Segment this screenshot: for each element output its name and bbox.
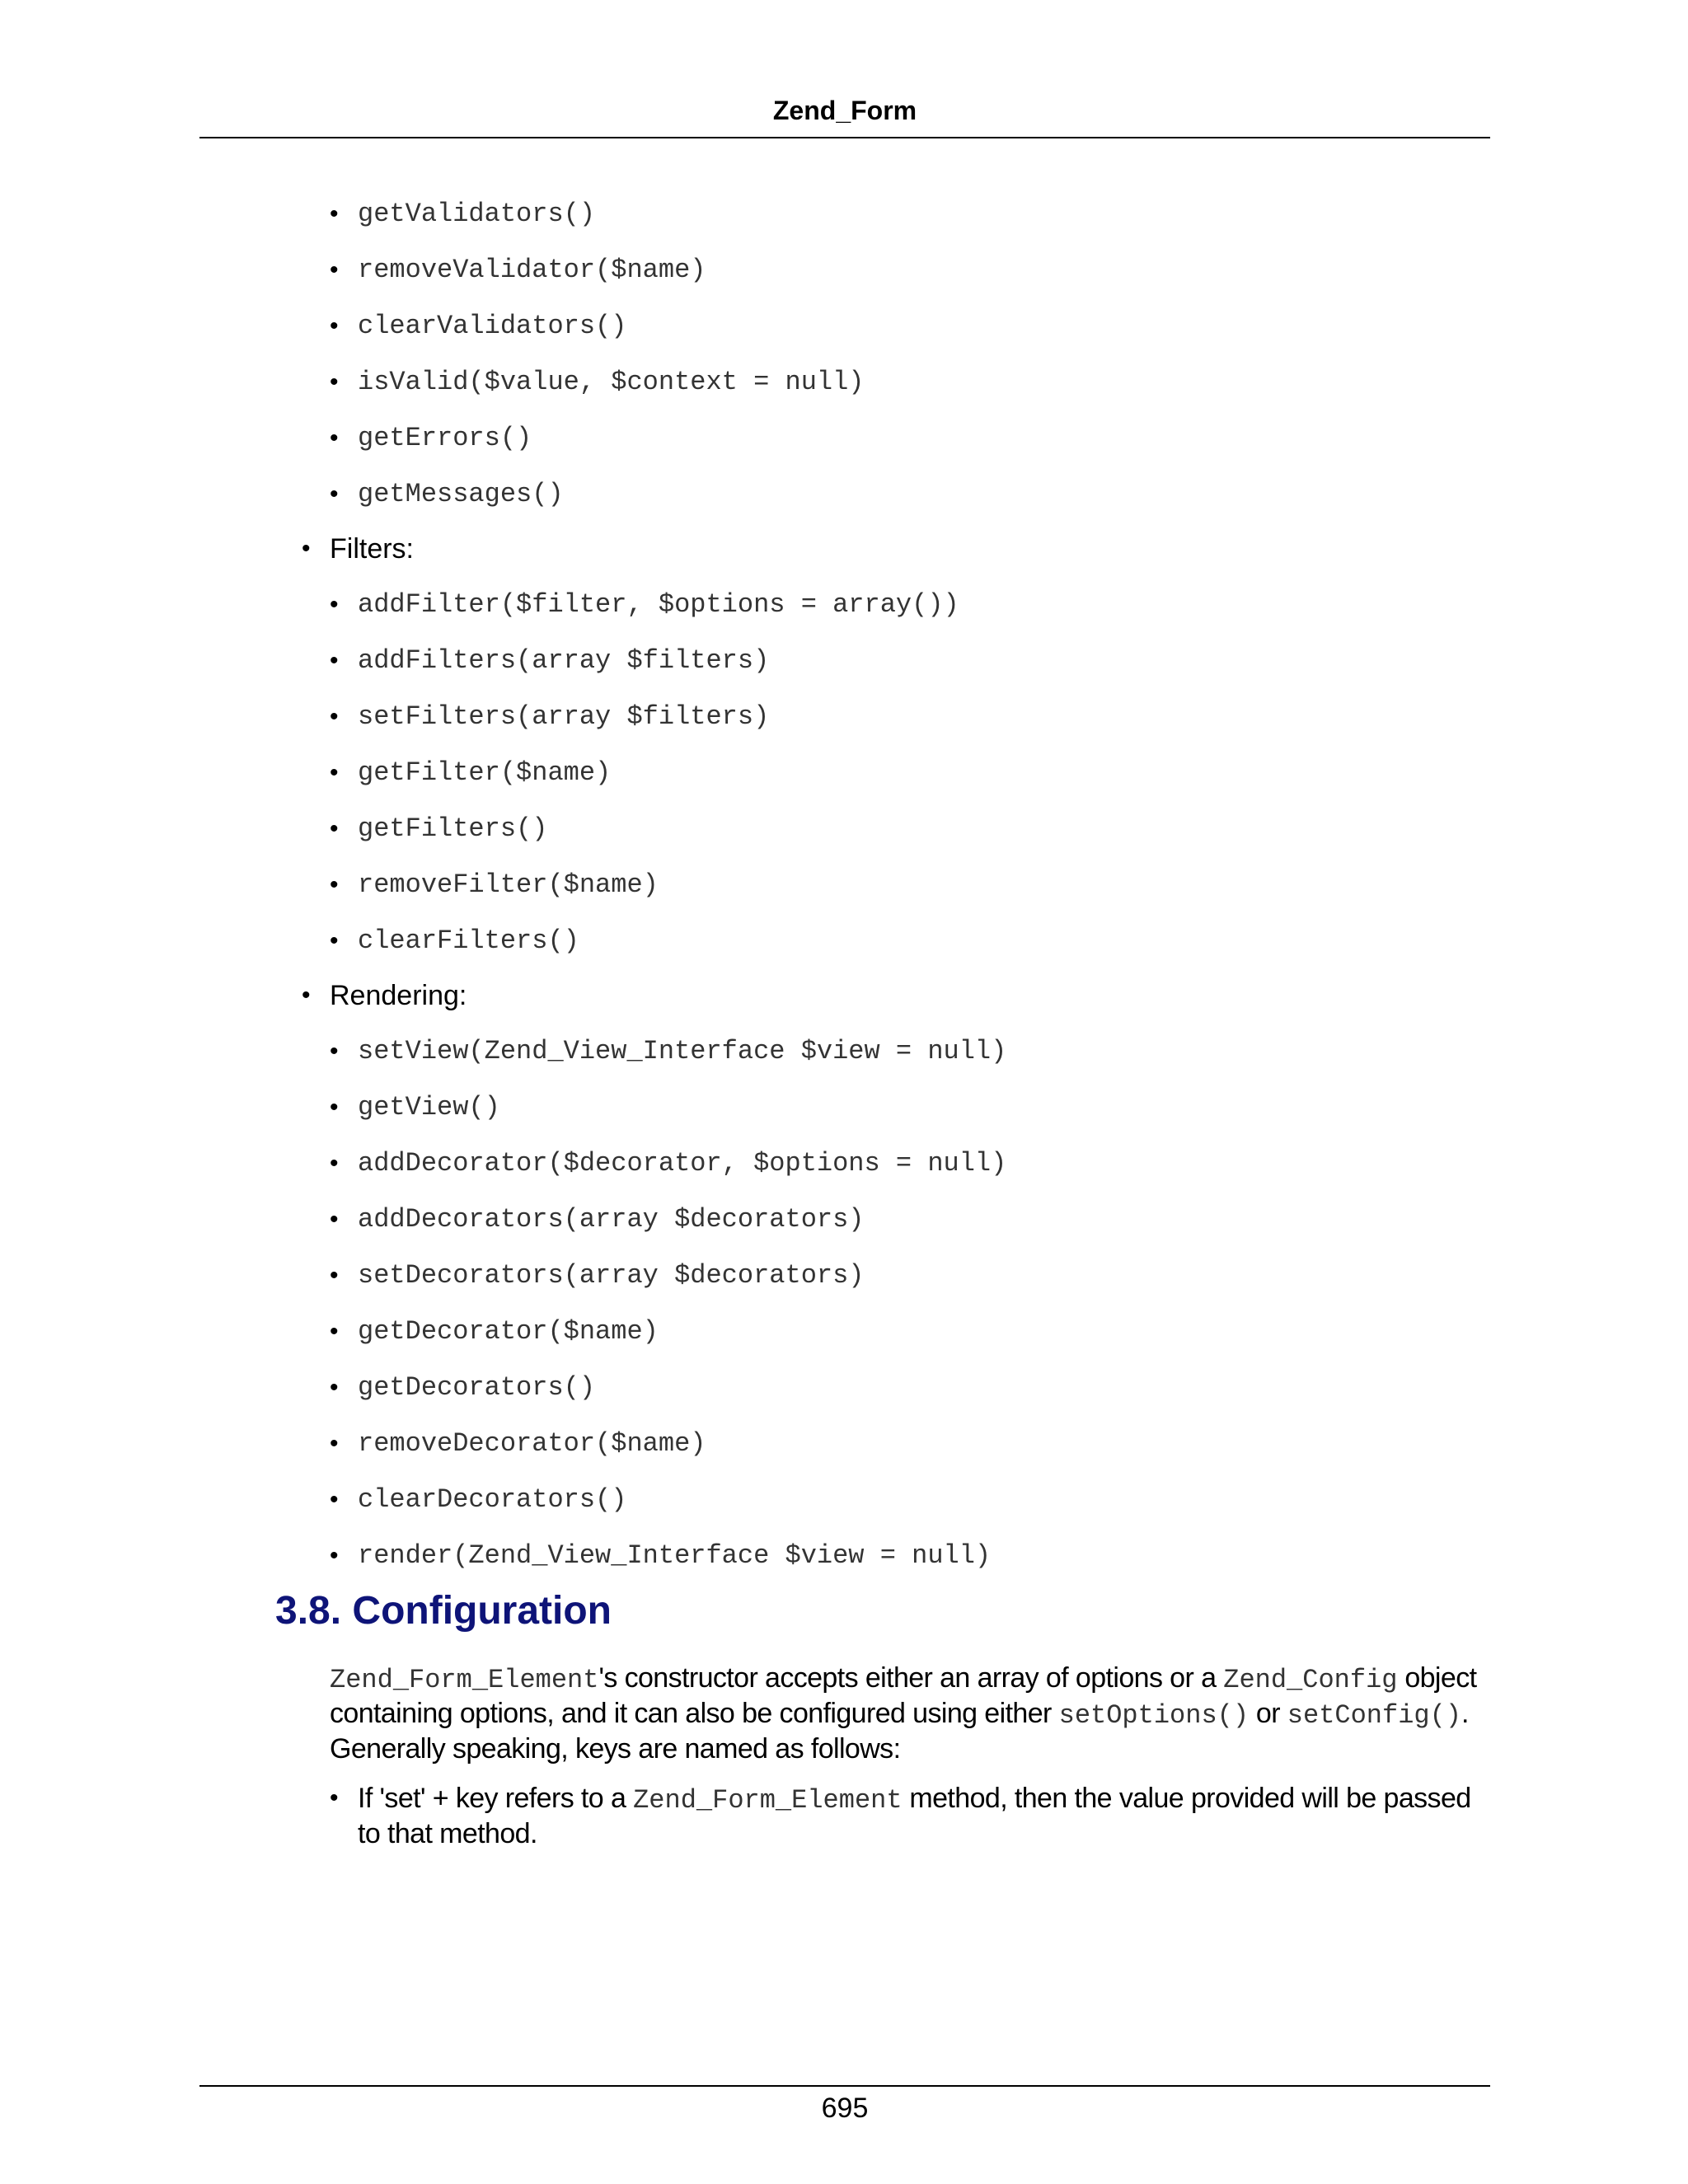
- method-item: • addDecorators(array $decorators): [358, 1203, 865, 1236]
- page-number: 695: [821, 2093, 869, 2124]
- method-item: • addFilter($filter, $options = array()): [358, 588, 959, 621]
- method-item: • getValidators(): [358, 198, 595, 231]
- paragraph-text: object containing options, and it can also be configured using either: [330, 1662, 1477, 1729]
- method-item: • getView(): [358, 1091, 500, 1124]
- paragraph-text: or: [1249, 1698, 1287, 1729]
- paragraph-text: If 'set' + key refers to a: [358, 1783, 634, 1814]
- inline-code: Zend_Config: [1223, 1665, 1398, 1695]
- method-item: • removeValidator($name): [358, 254, 706, 287]
- method-item: • removeDecorator($name): [358, 1427, 706, 1460]
- method-item: • setDecorators(array $decorators): [358, 1259, 865, 1292]
- inline-code: setConfig(): [1287, 1700, 1462, 1731]
- inline-code: setOptions(): [1058, 1700, 1250, 1731]
- method-item: • removeFilter($name): [358, 869, 659, 902]
- method-item: • setFilters(array $filters): [358, 701, 769, 733]
- inline-code: Zend_Form_Element: [330, 1665, 599, 1695]
- section-heading: 3.8. Configuration: [275, 1589, 612, 1633]
- method-item: • addFilters(array $filters): [358, 644, 769, 677]
- method-item: • addDecorator($decorator, $options = null): [358, 1147, 1006, 1180]
- group-label-rendering: • Rendering:: [330, 978, 467, 1013]
- method-item: • setView(Zend_View_Interface $view = null): [358, 1035, 1006, 1068]
- paragraph-text: 's constructor accepts either an array of options or a: [598, 1662, 1224, 1694]
- method-item: • getFilter($name): [358, 757, 611, 790]
- method-item: • getFilters(): [358, 813, 547, 846]
- method-item: • getDecorators(): [358, 1371, 595, 1404]
- footer-rule: [199, 2085, 1490, 2087]
- config-rule-item: [358, 1782, 1492, 1850]
- method-item: • render(Zend_View_Interface $view = null): [358, 1540, 991, 1572]
- group-label-filters: • Filters:: [330, 532, 414, 566]
- intro-paragraph: [330, 1661, 1492, 1765]
- method-item: • clearDecorators(): [358, 1483, 626, 1516]
- paragraph-text: method, then the value provided will be passed to that method.: [358, 1783, 1471, 1849]
- method-item: • getMessages(): [358, 478, 564, 511]
- method-item: • clearValidators(): [358, 310, 626, 343]
- method-item: • isValid($value, $context = null): [358, 366, 865, 399]
- running-header: Zend_Form: [772, 96, 917, 125]
- paragraph-text: . Generally speaking, keys are named as follows:: [330, 1698, 1469, 1765]
- method-item: • getErrors(): [358, 422, 532, 455]
- method-item: • clearFilters(): [358, 925, 579, 958]
- method-item: • getDecorator($name): [358, 1315, 659, 1348]
- inline-code: Zend_Form_Element: [633, 1785, 903, 1816]
